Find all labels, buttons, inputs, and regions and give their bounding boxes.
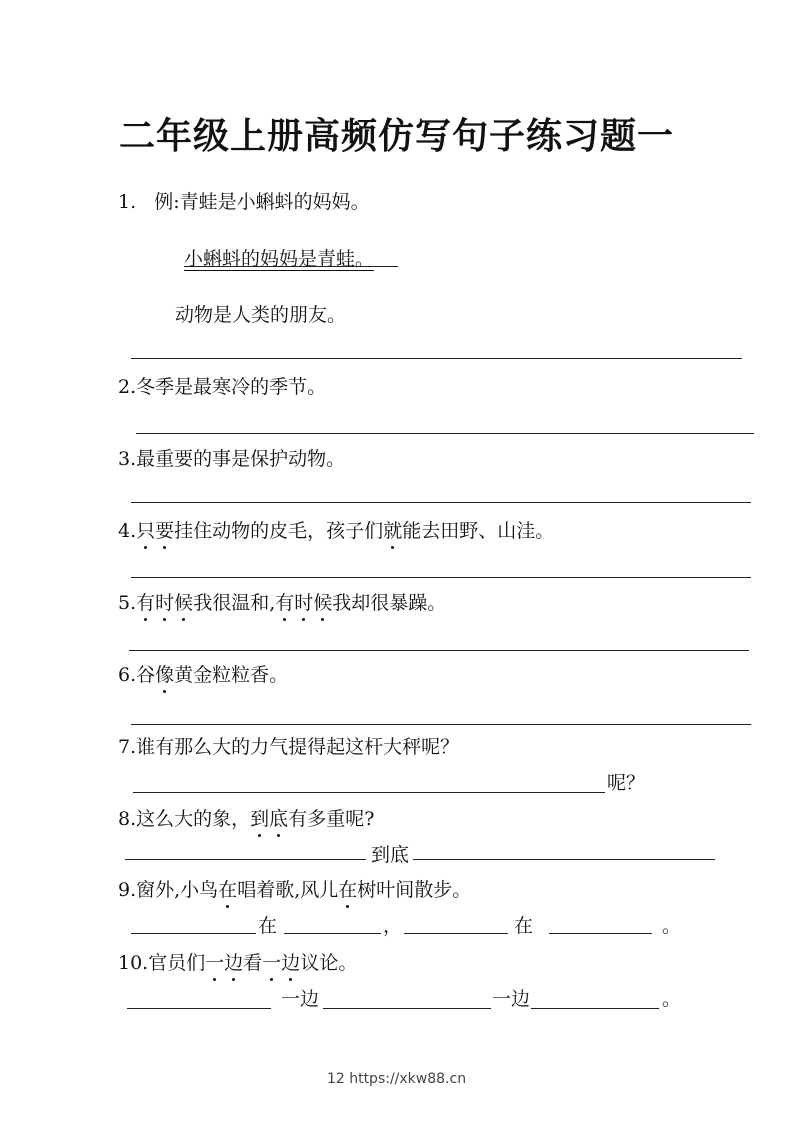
question-number: 10. <box>118 952 149 974</box>
dotted-word: 像 <box>155 664 175 686</box>
dotted-word: 在 <box>218 879 238 901</box>
question-text: 窗外,小鸟 <box>136 879 219 901</box>
question-9-comma: ， <box>383 915 403 937</box>
question-1-prompt: 动物是人类的朋友。 <box>175 304 347 326</box>
question-number: 6. <box>118 664 137 686</box>
answer-line-1[interactable] <box>131 358 742 359</box>
question-10-period: 。 <box>662 988 682 1010</box>
question-3: 3.最重要的事是保护动物。 <box>118 448 346 470</box>
question-number: 8. <box>118 808 137 830</box>
question-text: 我很温和, <box>193 592 276 614</box>
dotted-word: 在 <box>338 879 358 901</box>
question-text: 有多重呢? <box>288 808 375 830</box>
dotted-word: 有 <box>275 592 295 614</box>
answer-line-10b[interactable] <box>323 1008 491 1009</box>
question-text: 唱着歌,风儿 <box>237 879 339 901</box>
example-label: 例: <box>154 191 180 213</box>
example-text: 青蛙是小蝌蚪的妈妈。 <box>179 191 370 213</box>
question-9-period: 。 <box>662 915 682 937</box>
question-text: 看 <box>243 952 263 974</box>
question-8-middle: 到底 <box>371 844 410 866</box>
question-text: 谷 <box>136 664 156 686</box>
question-9-word-1: 在 <box>258 915 278 937</box>
question-number: 9. <box>118 879 137 901</box>
question-10-word-2: 一边 <box>492 988 531 1010</box>
answer-line-10a[interactable] <box>127 1008 271 1009</box>
answer-line-8b[interactable] <box>413 859 715 860</box>
dotted-word: 一 <box>205 952 225 974</box>
page-footer: 12 https://xkw88.cn <box>326 1071 467 1087</box>
question-text: 议论。 <box>300 952 358 974</box>
question-text: 挂住动物的皮毛，孩子们 <box>174 520 384 542</box>
question-text: 这么大的象， <box>136 808 251 830</box>
question-7-suffix: 呢？ <box>607 772 646 794</box>
dotted-word: 候 <box>313 592 333 614</box>
question-5 <box>118 590 446 616</box>
dotted-word: 边 <box>224 952 244 974</box>
answer-line-7[interactable] <box>133 792 605 793</box>
question-9-word-2: 在 <box>514 915 534 937</box>
dotted-word: 有 <box>136 592 156 614</box>
example-answer-underline <box>184 266 398 267</box>
question-text: 黄金粒粒香。 <box>174 664 289 686</box>
answer-line-9b[interactable] <box>284 933 381 934</box>
dotted-word: 一 <box>262 952 282 974</box>
answer-line-9a[interactable] <box>131 933 256 934</box>
example-answer: 小蝌蚪的妈妈是青蛙。 <box>184 248 375 270</box>
question-4 <box>118 518 554 544</box>
dotted-word: 只 <box>136 520 156 542</box>
question-2: 2.冬季是最寒冷的季节。 <box>118 376 327 398</box>
question-1 <box>118 189 370 215</box>
answer-line-4[interactable] <box>131 577 751 578</box>
answer-line-9c[interactable] <box>404 933 508 934</box>
dotted-word: 候 <box>174 592 194 614</box>
dotted-word: 底 <box>269 808 289 830</box>
question-7: 7.谁有那么大的力气提得起这杆大秤呢？ <box>118 736 460 758</box>
question-text: 树叶间散步。 <box>357 879 472 901</box>
question-text: 能去田野、山洼。 <box>402 520 555 542</box>
answer-line-9d[interactable] <box>549 933 652 934</box>
answer-line-3[interactable] <box>131 502 751 503</box>
question-6 <box>118 662 288 688</box>
answer-line-2[interactable] <box>136 433 754 434</box>
page-title: 二年级上册高频仿写句子练习题一 <box>118 116 674 157</box>
dotted-word: 边 <box>281 952 301 974</box>
question-8 <box>118 806 374 832</box>
answer-line-10c[interactable] <box>531 1008 659 1009</box>
question-10 <box>118 950 357 976</box>
question-10-word-1: 一边 <box>281 988 320 1010</box>
question-number: 1. <box>118 191 137 213</box>
question-text: 官员们 <box>148 952 206 974</box>
question-number: 5. <box>118 592 137 614</box>
answer-line-5[interactable] <box>129 650 749 651</box>
dotted-word: 到 <box>250 808 270 830</box>
answer-line-6[interactable] <box>131 724 751 725</box>
dotted-word: 时 <box>294 592 314 614</box>
question-number: 4. <box>118 520 137 542</box>
question-9 <box>118 877 471 903</box>
question-text: 我却很暴躁。 <box>332 592 447 614</box>
dotted-word: 就 <box>383 520 403 542</box>
answer-line-8a[interactable] <box>125 859 366 860</box>
dotted-word: 时 <box>155 592 175 614</box>
dotted-word: 要 <box>155 520 175 542</box>
